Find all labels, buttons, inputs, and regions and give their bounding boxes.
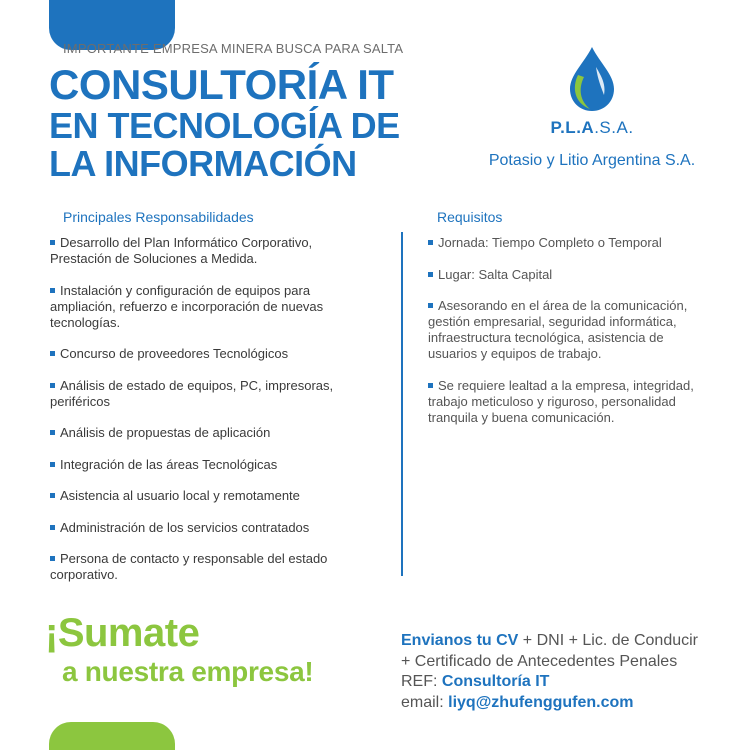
reference-line <box>401 672 746 693</box>
bullet-icon <box>50 351 55 356</box>
list-item <box>50 235 350 267</box>
title-line-2: EN TECNOLOGÍA DE <box>49 105 400 146</box>
list-item-text: Asistencia al usuario local y remotamente <box>60 488 300 503</box>
contact-line-1 <box>401 631 746 652</box>
bullet-icon <box>50 556 55 561</box>
contact-block <box>401 631 746 713</box>
list-item <box>50 283 350 331</box>
list-item-text: Asesorando en el área de la comunicación, gestión empresarial, seguridad informática, infraestructura tecnológica, asistencia de usuarios y equipos de trabajo. <box>428 298 688 361</box>
list-item-text: Análisis de estado de equipos, PC, impresoras, periféricos <box>50 377 334 409</box>
list-item <box>50 425 350 441</box>
cta-line-2: a nuestra empresa! <box>62 656 314 687</box>
bullet-icon <box>50 383 55 388</box>
bullet-icon <box>50 493 55 498</box>
email-line <box>401 693 746 714</box>
bullet-icon <box>50 288 55 293</box>
responsibilities-heading: Principales Responsabilidades <box>63 209 254 225</box>
email-label: email: <box>401 693 449 711</box>
brand-name-rest: .S.A. <box>594 118 634 137</box>
bottom-green-tab <box>49 722 175 750</box>
list-item <box>50 346 350 362</box>
ref-label: REF: <box>401 673 442 690</box>
page-title <box>49 61 400 184</box>
list-item <box>428 298 703 362</box>
bullet-icon <box>428 303 433 308</box>
title-line-3: LA INFORMACIÓN <box>49 143 357 184</box>
column-divider <box>401 232 403 576</box>
contact-line-2: + Certificado de Antecedentes Penales <box>401 652 678 670</box>
cta-line-1: ¡Sumate <box>45 611 200 655</box>
list-item-text: Jornada: Tiempo Completo o Temporal <box>438 235 662 250</box>
bullet-icon <box>428 383 433 388</box>
requirements-list <box>428 235 703 441</box>
title-line-1: CONSULTORÍA IT <box>49 61 394 108</box>
list-item-text: Lugar: Salta Capital <box>438 266 553 282</box>
list-item <box>50 551 350 583</box>
list-item <box>428 235 703 251</box>
list-item-text: Integración de las áreas Tecnológicas <box>60 456 278 472</box>
cv-label: Envianos tu CV <box>401 632 519 649</box>
list-item <box>50 457 350 473</box>
kicker-text: IMPORTANTE EMPRESA MINERA BUSCA PARA SALTA <box>63 41 404 56</box>
list-item-text: Concurso de proveedores Tecnológicos <box>60 346 289 361</box>
list-item <box>428 267 703 283</box>
call-to-action <box>45 613 313 686</box>
brand-name <box>480 118 704 138</box>
list-item-text: Desarrollo del Plan Informático Corporativo, Prestación de Soluciones a Medida. <box>50 235 313 266</box>
list-item-text: Persona de contacto y responsable del estado corporativo. <box>50 551 328 582</box>
cv-requirements: + DNI + Lic. de Conducir <box>518 632 698 649</box>
brand-subtitle: Potasio y Litio Argentina S.A. <box>488 152 696 169</box>
list-item-text: Administración de los servicios contratados <box>60 519 310 535</box>
list-item-text: Análisis de propuestas de aplicación <box>60 425 271 440</box>
list-item <box>50 378 350 410</box>
water-drop-logo-icon <box>562 45 622 113</box>
bullet-icon <box>50 525 55 530</box>
ref-value: Consultoría IT <box>441 673 550 690</box>
responsibilities-list <box>50 235 350 599</box>
brand-name-bold: P.L.A <box>550 118 595 137</box>
requirements-heading: Requisitos <box>437 209 503 225</box>
bullet-icon <box>428 240 433 245</box>
bullet-icon <box>50 430 55 435</box>
list-item <box>50 520 350 536</box>
brand-block <box>480 118 704 170</box>
list-item-text: Instalación y configuración de equipos para ampliación, refuerzo e incorporación de nuevas tecnologías. <box>50 282 324 330</box>
list-item <box>428 378 703 426</box>
email-link[interactable]: liyq@zhufenggufen.com <box>448 693 634 711</box>
bullet-icon <box>50 462 55 467</box>
list-item-text: Se requiere lealtad a la empresa, integridad, trabajo meticuloso y riguroso, personalidad tranquila y buena comunicación. <box>428 377 694 425</box>
bullet-icon <box>50 240 55 245</box>
list-item <box>50 488 350 504</box>
bullet-icon <box>428 272 433 277</box>
